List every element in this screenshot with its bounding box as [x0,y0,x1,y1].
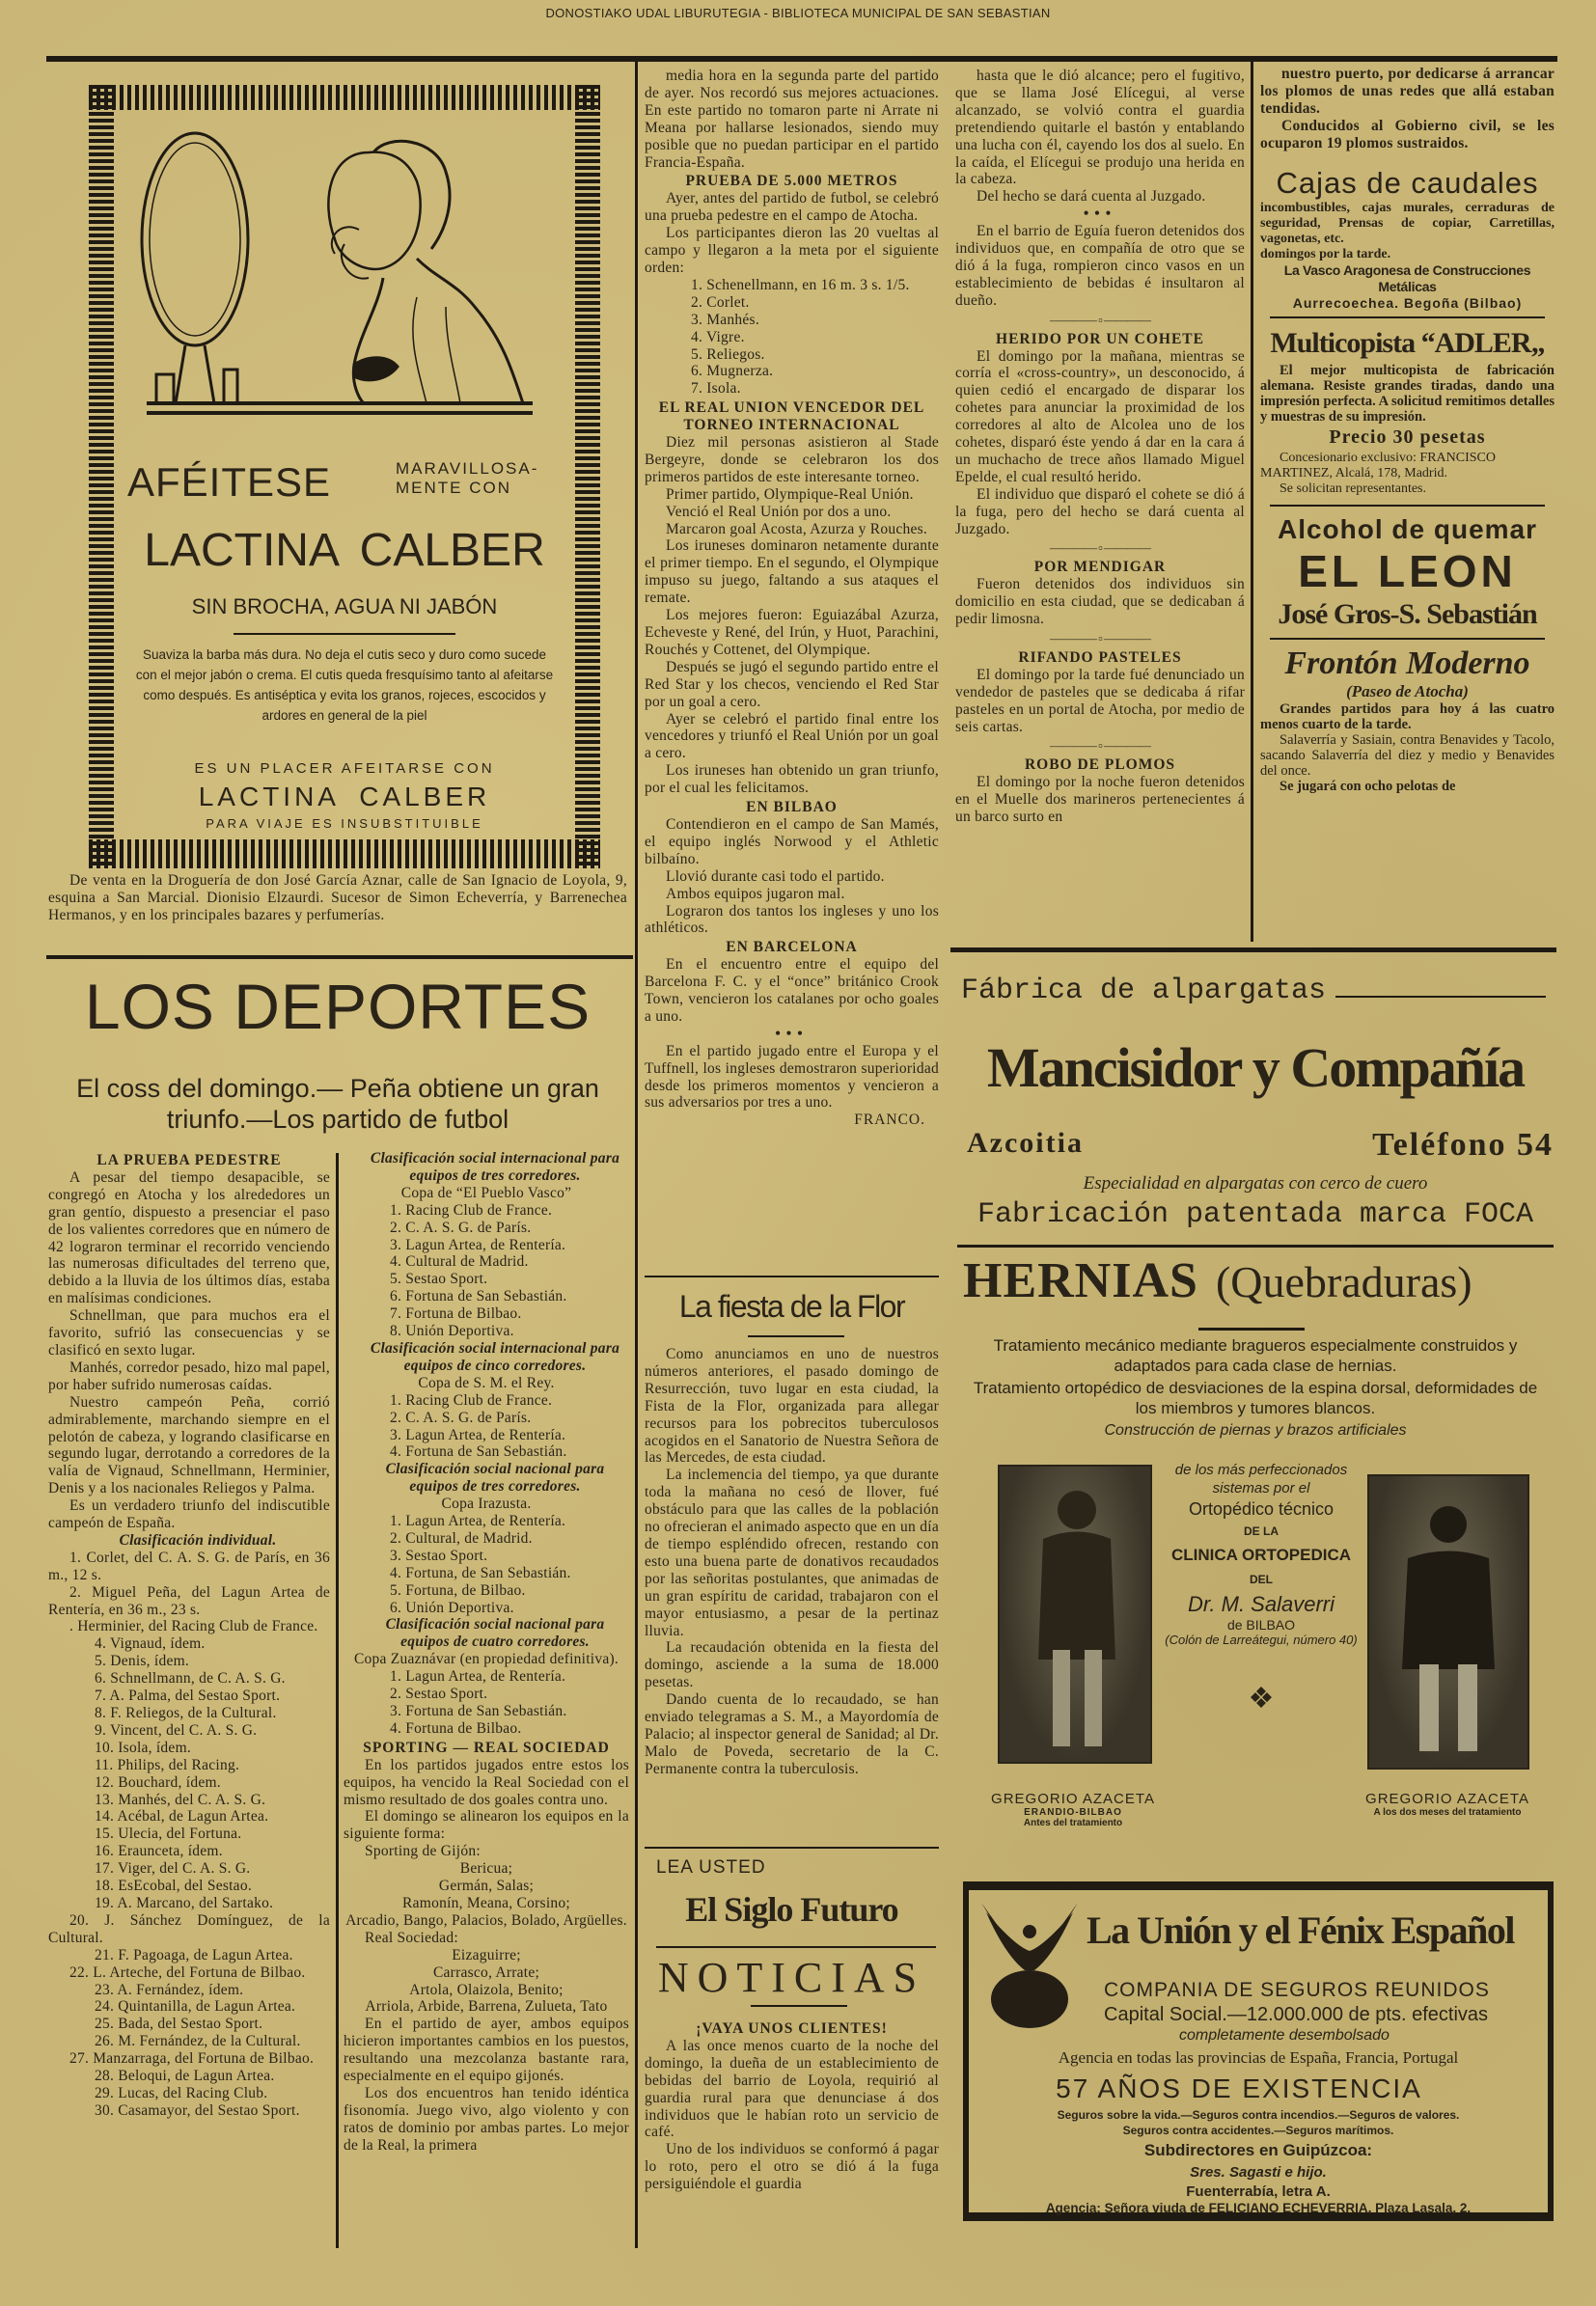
list-item: 19. A. Marcano, del Sartako. [95,1894,274,1911]
paragraph: En el partido de ayer, ambos equipos hicieron importantes cambios en los puestos, resultando una mezcolanza bastante rara, especialmente en el equipo gijonés. [344,2016,629,2085]
ad-divider [234,633,455,635]
paragraph: Como anunciamos en uno de nuestros números anteriores, el pasado domingo de Resurrección, tuvo lugar en esta ciudad, la Fista de la Flor, organizada para allegar recursos para los pobrecitos tuberculosos acogidos en el Sanatorio de Nuestra Señora de las Mercedes, de esta ciudad. [645,1346,939,1467]
paragraph: A pesar del tiempo desapacible, se congregó en Atocha y los alrededores un gran gentío, dispuesto a presenciar el paso de los valientes corredores que en número de 42 lograron terminar el recorrido venciendo las numerosas dificultades del terreno que, debido a la lluvia de los últimos días, estaba en malísimas condiciones. [48,1168,330,1307]
ad-border [89,85,600,110]
paragraph: En los partidos jugados entre estos los equipos, ha vencido la Real Sociedad con el mismo resultado de dos goales contra uno. [344,1756,629,1808]
paragraph: Después se jugó el segundo partido entre el Red Star y los checos, venciendo el Red Star por un goal a cero. [645,658,939,710]
centered-line: Eizaguirre; [452,1946,521,1963]
centered-line: Copa de S. M. el Rey. [418,1374,555,1391]
paragraph: En el barrio de Eguía fueron detenidos dos individuos que, en compañía de otro que se dió á la fuga, rompieron cinco vasos en un establecimiento de bebidas é insultaron al dueño. [955,223,1245,309]
list-item: 29. Lucas, del Racing Club. [95,2084,268,2101]
rule [1198,1328,1305,1331]
archive-header: DONOSTIAKO UDAL LIBURUTEGIA - BIBLIOTECA MUNICIPAL DE SAN SEBASTIAN [545,6,1051,20]
list-item: 5. Fortuna, de Bilbao. [390,1581,526,1599]
paragraph: El domingo por la noche fueron detenidos en el Muelle dos marineros pertenecientes á un barco surto en [955,774,1245,826]
sports-column-right [344,1150,629,2245]
list-item: 9. Vincent, del C. A. S. G. [95,1721,258,1739]
article-heading: EN BARCELONA [726,939,858,956]
fenix-title: La Unión y el Fénix Español [1087,1908,1514,1952]
rule [645,1847,939,1849]
fenix-insurance-1: Seguros sobre la vida.—Seguros contra incendios.—Seguros de valores. [1057,2108,1460,2122]
paragraph: El domingo se alinearon los equipos en la siguiente forma: [344,1808,629,1843]
list-item: 26. M. Fernández, de la Cultural. [95,2033,301,2050]
clinic-dela: DE LA [1244,1524,1279,1538]
list-item: 2. C. A. S. G. de París. [390,1409,532,1426]
fenix-insurance-ad [963,1881,1554,2221]
fronton-match: Salaverría y Sasiain, contra Benavides y Tacolo, sacando Salaverría del diez y medio y Benavides del once. [1260,731,1555,779]
fronton-title: Frontón Moderno [1284,645,1530,681]
paragraph: La recaudación obtenida en la fiesta del domingo, asciende a la suma de 18.000 pesetas. [645,1639,939,1691]
caption-before [967,1791,1179,1828]
rule [1270,505,1545,507]
article-heading: EL REAL UNION VENCEDOR DEL TORNEO INTERNACIONAL [658,399,925,434]
centered-line: Arcadio, Bango, Palacios, Bolado, Argüelles. [345,1911,627,1929]
hernias-mechanical: Tratamiento mecánico mediante bragueros especialmente construidos y adaptados para cada clase de hernias. [993,1336,1518,1375]
right-ads-column [1260,66,1555,795]
paragraph: Real Sociedad: [365,1929,458,1946]
alcohol-maker: José Gros-S. Sebastián [1278,597,1537,630]
clinic-systems: de los más perfeccionados sistemas por el [1174,1462,1348,1496]
ornament-divider: ———— ▫ ———— [1049,540,1151,556]
fronton-subtitle: (Paseo de Atocha) [1346,681,1469,700]
list-item: 11. Philips, del Racing. [95,1756,240,1773]
list-item: 1. Racing Club de France. [390,1391,553,1409]
paragraph: En el encuentro entre el equipo del Barcelona F. C. y el “once” británico Crook Town, vencieron los catalanes por ocho goales a uno. [645,956,939,1025]
paragraph: El individuo que disparó el cohete se dió á la fuga, pero del hecho se dará cuenta al Juzgado. [955,485,1245,537]
centered-line: Carrasco, Arrate; [432,1963,540,1981]
fenix-paid: completamente desembolsado [1179,2027,1390,2044]
hernias-paren: (Quebraduras) [1215,1257,1472,1306]
fenix-agency: Agencia en todas las provincias de España, Francia, Portugal [1058,2048,1459,2067]
alcohol-ad [1260,514,1555,632]
ornament-icon: ❖ [1248,1683,1275,1715]
cajas-address: Aurrecoechea. Begoña (Bilbao) [1292,294,1523,311]
section-rule [46,955,633,959]
ad-maravillosamente: MARAVILLOSA-MENTE CON [396,459,539,497]
column-rule [336,1153,339,2248]
list-item: 7. Isola. [691,380,741,398]
list-item: 30. Casamayor, del Sestao Sport. [95,2101,300,2119]
sports-column-left [48,1150,330,2245]
list-item: 1. Schenellmann, en 16 m. 3 s. 1/5. [691,276,910,293]
ad-brand: LACTINA CALBER [144,525,545,576]
list-item: 2. Cultural, de Madrid. [390,1529,533,1547]
caption-name: GREGORIO AZACETA [991,1791,1155,1807]
paragraph: Ayer, antes del partido de futbol, se celebró una prueba pedestre en el campo de Atocha. [645,190,939,225]
rule [748,1335,844,1337]
paragraph: Lograron dos tantos los ingleses y uno los athléticos. [645,902,939,937]
paragraph: 22. L. Arteche, del Fortuna de Bilbao. [69,1963,306,1981]
list-item: 18. EsEcobal, del Sestao. [95,1878,252,1895]
list-item: 4. Fortuna de Bilbao. [390,1719,522,1737]
noticias-column-4 [1260,66,1555,152]
ad-border [89,85,114,868]
paragraph: Dando cuenta de lo recaudado, se han enviado telegramas a S. M., a Mayordomía de Palacio; al inspector general de Sanidad; al Dr. Malo de Poveda, secretario de la C. Permanente contra la tuberculosis. [645,1691,939,1777]
alpargatas-name: Mancisidor y Compañía [986,1036,1525,1099]
alcohol-line1: Alcohol de quemar [1277,513,1538,544]
paragraph: Venció el Real Unión por dos a uno. [666,503,892,520]
section-subtitle: El coss del domingo.— Peña obtiene un gran triunfo.—Los partido de futbol [76,1074,599,1134]
cajas-title: Cajas de caudales [1276,165,1539,200]
phoenix-logo-icon [977,1898,1083,2033]
rule [957,1245,1554,1248]
list-item: 6. Schnellmann, de C. A. S. G. [95,1670,286,1688]
alpargatas-intro: Fábrica de alpargatas [961,975,1327,1007]
fenix-names: Sres. Sagasti e hijo. [1190,2164,1327,2181]
adler-dealer: Concesionario exclusivo: FRANCISCO MARTINEZ, Alcalá, 178, Madrid. [1260,450,1496,480]
centered-line: Artola, Olaizola, Benito; [409,1981,564,1998]
man-silhouette-icon [1000,1467,1150,1762]
paragraph: Uno de los individuos se conformó á pagar lo roto, pero el otro se dió á la fuga persiguiéndole el guardia [645,2141,939,2193]
cajas-ad [1260,166,1555,311]
noticias-column-3 [955,68,1245,941]
alcohol-brand: EL LEON [1298,545,1517,596]
list-item: 5. Reliegos. [691,345,765,363]
ad-placer: ES UN PLACER AFEITARSE CON [194,760,495,777]
clinic-doctor: Dr. M. Salaverri [1188,1592,1335,1616]
ad-afeitese: AFÉITESE [127,459,332,505]
paragraph: La inclemencia del tiempo, ya que durante toda la mañana no cesó de llover, fué obstáculo para que las calles de la población no ofrecieran el animado aspecto que en un día de tiempo espléndido ofrecen, restando con esto una buena parte de donativos recaudados por las señoritas postulantes, que animadas de un gran espíritu de caridad, trabajaron con el mayor entusiasmo, a pesar de la pertinaz lluvia. [645,1467,939,1639]
ornament-divider: ———— ▫ ———— [1049,738,1151,754]
article-heading: RIFANDO PASTELES [1018,648,1182,666]
fenix-capital: Capital Social.—12.000.000 de pts. efectivas [1104,2004,1489,2025]
hernias-prosthetics: Construcción de piernas y brazos artificiales [1104,1422,1407,1439]
paragraph: Primer partido, Olympique-Real Unión. [666,485,914,503]
list-item: 3. Manhés. [691,311,759,328]
article-heading: ROBO DE PLOMOS [1024,756,1176,774]
centered-line: Copa Irazusta. [441,1496,532,1513]
clinic-technician: Ortopédico técnico [1188,1499,1335,1519]
paragraph: Los dos encuentros han tenido idéntica fisonomía. Juego vivo, algo violento y con ratos de dominio por ambas partes. Lo mejor de la Real, la primera [344,2084,629,2154]
classification-heading: Clasificación social internacional para equipos de tres corredores. [370,1150,620,1184]
list-item: 2. C. A. S. G. de París. [390,1219,532,1236]
alpargatas-brand: Fabricación patentada marca FOCA [977,1198,1534,1231]
list-item: 10. Isola, ídem. [95,1739,191,1756]
list-item: 5. Sestao Sport. [390,1271,488,1288]
list-item: 12. Bouchard, ídem. [95,1773,221,1791]
ad-border [89,839,600,868]
hernias-ad [957,1250,1554,1868]
fiesta-article [645,1346,939,1838]
list-item: 14. Acébal, de Lagun Artea. [95,1808,269,1826]
adler-ad [1260,324,1555,497]
clinic-address: (Colón de Larreátegui, número 40) [1165,1633,1358,1647]
list-item: 7. Fortuna de Bilbao. [390,1305,522,1323]
ad-body: Suaviza la barba más dura. No deja el cutis seco y duro como sucede con el mejor jabón o crema. El cutis queda fresquísimo tanto al afeitarse como después. Es antiséptica y evita los granos, rojeces, escocidos y ardores en general de la piel [135,647,554,723]
adler-body: El mejor multicopista de fabricación alemana. Resiste grandes tiradas, dando una impresión perfecta. A solicitud remitimos detalles y muestras de su impresión. [1260,362,1555,425]
section-title: LOS DEPORTES [84,971,592,1042]
column-rule [1251,62,1253,942]
rule [1270,638,1545,640]
paragraph: 27. Manzarraga, del Fortuna de Bilbao. [69,2050,315,2068]
list-item: 16. Eraunceta, ídem. [95,1843,223,1860]
adler-reps: Se solicitan representantes. [1280,480,1427,496]
alpargatas-ad [957,975,1554,1240]
paragraph: . Herminier, del Racing Club de France. [69,1618,318,1635]
list-item: 1. Racing Club de France. [390,1201,553,1219]
after-treatment-photo [1367,1474,1529,1770]
ad-viaje: PARA VIAJE ES INSUBSTITUIBLE [206,816,483,831]
rule [1270,316,1545,318]
alpargatas-phone: Teléfono 54 [1372,1127,1554,1163]
cajas-company: La Vasco Aragonesa de Construcciones Metálicas [1283,261,1531,294]
paragraph: El domingo por la mañana, mientras se corría el «cross-country», un desconocido, á quien cedió el encargado de disparar los cohetes para anunciar la proximidad de los corredores al alto de Alcolea uno de los cohetes, disparó éste yendo á dar en la cara á un muchacho de trece años llamado Miguel Epelde, el cual resultó herido. [955,347,1245,485]
caption-after [1341,1791,1554,1818]
byline: FRANCO. [854,1112,925,1129]
cajas-body: incombustibles, cajas murales, cerraduras de seguridad, Prensas de copiar, Carretillas, vagonetas, etc. [1260,200,1555,246]
adler-title: Multicopista “ADLER„ [1270,326,1545,359]
column-rule [635,62,638,2248]
list-item: 1. Lagun Artea, de Rentería. [390,1513,566,1530]
fronton-note: Se jugará con ocho pelotas de [1280,778,1456,794]
rule [656,1946,936,1948]
centered-line: Copa Zuaznávar (en propiedad definitiva). [353,1651,619,1668]
centered-line: Germán, Salas; [438,1878,535,1895]
article-heading: PRUEBA DE 5.000 METROS [685,173,898,190]
fenix-company: COMPANIA DE SEGUROS REUNIDOS [1104,1979,1490,2001]
hernias-title: HERNIAS [963,1253,1198,1308]
fenix-insurance-2: Seguros contra accidentes.—Seguros marítimos. [1122,2124,1394,2137]
hernias-heading [963,1252,1548,1309]
centered-line: Copa de “El Pueblo Vasco” [400,1184,572,1201]
paragraph: Ambos equipos jugaron mal. [666,885,845,902]
classification-heading: Clasificación individual. [119,1531,277,1549]
list-item: 1. Lagun Artea, de Rentería. [390,1668,566,1686]
list-item: 17. Viger, del C. A. S. G. [95,1860,251,1878]
ad-sale-points: De venta en la Droguería de don José García Aznar, calle de San Ignacio de Loyola, 9, esquina a San Marcial. Dionisio Elzaurdi. Sucesor de Simon Echeverría, y Barrenechea Hermanos, y en los principales bazares y perfumerías. [48,872,627,923]
centered-line: Ramonín, Meana, Corsino; [402,1894,570,1911]
caption-name: GREGORIO AZACETA [1365,1791,1529,1807]
paragraph: Fueron detenidos dos individuos sin domicilio en esta ciudad, que se dedicaban á pedir limosna. [955,576,1245,628]
list-item: 5. Denis, ídem. [95,1653,190,1670]
list-item: 28. Beloqui, de Lagun Artea. [95,2068,275,2085]
list-item: 24. Quintanilla, de Lagun Artea. [95,1998,296,2016]
noticias-title: NOTICIAS [657,1954,926,2001]
list-item: 4. Cultural de Madrid. [390,1253,529,1271]
paragraph: Conducidos al Gobierno civil, se les ocuparon 19 plomos sustraidos. [1260,117,1555,151]
paragraph: 20. J. Sánchez Domínguez, de la Cultural. [48,1911,330,1946]
paragraph: media hora en la segunda parte del partido de ayer. Nos recordó sus mejores actuaciones. En este partido no tomaron parte ni Arrate ni Meana por hallarse lesionados, siendo muy posible que no puedan participar en el partido Francia-España. [645,68,939,171]
paragraph: 1. Corlet, del C. A. S. G. de París, en 36 m., 12 s. [48,1549,330,1583]
list-item: 8. F. Reliegos, de la Cultural. [95,1705,277,1721]
list-item: 2. Corlet. [691,293,750,311]
list-item: 2. Sestao Sport. [390,1686,488,1703]
paragraph: Los participantes dieron las 20 vueltas al campo y llegaron a la meta por el siguiente orden: [645,225,939,276]
ad-tagline: SIN BROCHA, AGUA NI JABÓN [191,594,498,618]
sports-continued [645,68,939,1264]
fronton-body: Grandes partidos para hoy á las cuatro menos cuarto de la tarde. [1260,700,1555,732]
article-heading: LA PRUEBA PEDESTRE [96,1152,282,1168]
rule [1335,996,1546,998]
paragraph: Sporting de Gijón: [365,1843,481,1860]
list-item: 4. Fortuna de San Sebastián. [390,1443,567,1461]
article-heading: HERIDO POR UN COHETE [996,330,1204,347]
man-seated-silhouette-icon [1369,1476,1527,1768]
classification-heading: Clasificación social internacional para equipos de cinco corredores. [370,1339,620,1374]
paragraph: Marcaron goal Acosta, Azurza y Rouches. [666,520,928,537]
paragraph: 2. Miguel Peña, del Lagun Artea de Rentería, en 36 m., 23 s. [48,1583,330,1618]
lactina-calber-ad [89,85,600,868]
paragraph: Ayer se celebró el partido final entre los vencedores y triunfó el Real Unión por un goal a cero. [645,710,939,762]
paragraph: Diez mil personas asistieron al Stade Bergeyre, donde se celebraron los dos primeros partidos de este interesante torneo. [645,434,939,485]
paragraph: Los iruneses han obtenido un gran triunfo, por el cual les felicitamos. [645,762,939,797]
article-heading: ¡VAYA UNOS CLIENTES! [696,2020,888,2037]
clinic-name: CLINICA ORTOPEDICA [1170,1546,1352,1564]
top-rule [46,56,1557,62]
list-item: 13. Manhés, del C. A. S. G. [95,1791,266,1808]
fronton-ad [1260,645,1555,795]
paragraph: A las once menos cuarto de la noche del domingo, la dueña de un establecimiento de bebidas del barrio de Loyola, requirió al guardia rural para que denunciase á dos individuos que le habían roto un servicio de café. [645,2037,939,2141]
list-item: 15. Ulecia, del Fortuna. [95,1826,242,1843]
caption-note: Antes del tratamiento [1023,1818,1123,1828]
separator: ••• [1083,206,1117,223]
paragraph: hasta que le dió alcance; pero el fugitivo, que se llama José Elícegui, al verse alcanzado, se volvió contra el guardia pretendiendo quitarle el bastón y entablando una lucha con él, cayendo los dos al suelo. En la caída, el Elícegui se produjo una herida en la cabeza. [955,68,1245,188]
ornament-divider: ———— ▫ ———— [1049,631,1151,645]
rule [645,1276,939,1277]
cajas-extra: domingos por la tarde. [1260,246,1391,261]
section-rule [950,947,1556,952]
clinic-del: DEL [1250,1573,1273,1586]
hernias-orthopedic: Tratamiento ortopédico de desviaciones de la espina dorsal, deformidades de los miembros y tumores blancos. [973,1379,1538,1417]
noticias-column-2 [645,2018,939,2245]
ad-brand-2: LACTINA CALBER [198,782,491,811]
fenix-agent: Agencia: Señora viuda de FELICIANO ECHEVERRIA, Plaza Lasala, 2. [1045,2201,1472,2215]
caption-note: A los dos meses del tratamiento [1373,1807,1522,1818]
caption-place: ERANDIO-BILBAO [1024,1807,1122,1818]
article-heading: EN BILBAO [746,799,838,816]
siglo-futuro-name: El Siglo Futuro [685,1890,898,1929]
alpargatas-specialty: Especialidad en alpargatas con cerco de cuero [1083,1173,1428,1194]
paragraph: Del hecho se dará cuenta al Juzgado. [977,188,1206,206]
list-item: 3. Lagun Artea, de Rentería. [390,1426,566,1443]
list-item: 23. A. Fernández, ídem. [95,1981,244,1998]
list-item: 4. Fortuna, de San Sebastián. [390,1564,571,1581]
list-item: 6. Fortuna de San Sebastián. [390,1288,567,1305]
list-item: 3. Fortuna de San Sebastián. [390,1703,567,1719]
article-heading: POR MENDIGAR [1033,559,1167,576]
paragraph: Los mejores fueron: Eguiazábal Azurza, Echeveste y René, del Irún, y Huot, Parachini, Rouchés y Cottenet, del Olympique. [645,607,939,658]
adler-price: Precio 30 pesetas [1329,426,1486,448]
list-item: 7. A. Palma, del Sestao Sport. [95,1688,281,1705]
list-item: 3. Lagun Artea, de Rentería. [390,1236,566,1253]
list-item: 8. Unión Deportiva. [390,1323,514,1340]
article-heading: SPORTING — REAL SOCIEDAD [363,1739,610,1756]
paragraph: Contendieron en el campo de San Mamés, el equipo inglés Norwood y el Athletic bilbaíno. [645,815,939,867]
paragraph: En el partido jugado entre el Europa y el Tuffnell, los ingleses demostraron superioridad desde los primeros momentos y vencieron a sus adversarios por tres a uno. [645,1042,939,1112]
fiesta-title: La fiesta de la Flor [678,1289,905,1324]
fenix-years: 57 AÑOS DE EXISTENCIA [1056,2073,1422,2103]
paragraph: Nuestro campeón Peña, corrió admirablemente, marchando siempre en el pelotón de cabeza, y logrando clasificarse en segundo lugar, derrotando a corredores de la valía de Vignaud, Schnellmann, Herminier, Denis y a los nacionales Reliegos y Palma. [48,1393,330,1497]
list-item: 4. Vigre. [691,328,745,345]
paragraph: Schnellman, que para muchos era el favorito, sufrió las consecuencias y se clasificó en sexto lugar. [48,1307,330,1359]
fenix-street: Fuenterrabía, letra A. [1186,2183,1331,2200]
separator: ••• [775,1025,809,1042]
list-item: 25. Bada, del Sestao Sport. [95,2016,263,2033]
clinic-info [1160,1461,1362,1716]
before-treatment-photo [998,1465,1152,1764]
paragraph: Es un verdadero triunfo del indiscutible campeón de España. [48,1497,330,1532]
list-item: 4. Vignaud, ídem. [95,1635,206,1653]
paragraph: Llovió durante casi todo el partido. [666,867,885,885]
fenix-subdirectors: Subdirectores en Guipúzcoa: [1143,2141,1373,2159]
centered-line: Arriola, Arbide, Barrena, Zulueta, Tato [365,1998,608,2016]
paragraph: Manhés, corredor pesado, hizo mal papel, por haber sufrido numerosas caídas. [48,1359,330,1393]
list-item: 6. Mugnerza. [691,363,774,380]
paragraph: nuestro puerto, por dedicarse á arrancar los plomos de unas redes que allá estaban tendidas. [1260,66,1555,117]
list-item: 3. Sestao Sport. [390,1547,488,1564]
shaving-man-illustration [127,114,562,461]
classification-heading: Clasificación social nacional para equipos de cuatro corredores. [385,1616,605,1651]
list-item: 21. F. Pagoaga, de Lagun Artea. [95,1946,293,1963]
classification-heading: Clasificación social nacional para equipos de tres corredores. [385,1461,605,1496]
paragraph: El domingo por la tarde fué denunciado un vendedor de pasteles que se dedicaba á rifar pasteles en un portal de Atocha, por medio de seis cartas. [955,666,1245,735]
list-item: 6. Unión Deportiva. [390,1599,514,1616]
centered-line: Bericua; [459,1860,513,1878]
clinic-city: de BILBAO [1226,1617,1296,1633]
paragraph: Los iruneses dominaron netamente durante el primer tiempo. En el segundo, el Olympique impuso su juego, faltando a sus ataques el remate. [645,537,939,607]
ad-border [575,85,600,868]
lea-usted: LEA USTED [656,1857,766,1878]
ornament-divider: ———— ▫ ———— [1049,312,1151,327]
alpargatas-town: Azcoitia [967,1127,1084,1159]
rule [751,2005,847,2007]
